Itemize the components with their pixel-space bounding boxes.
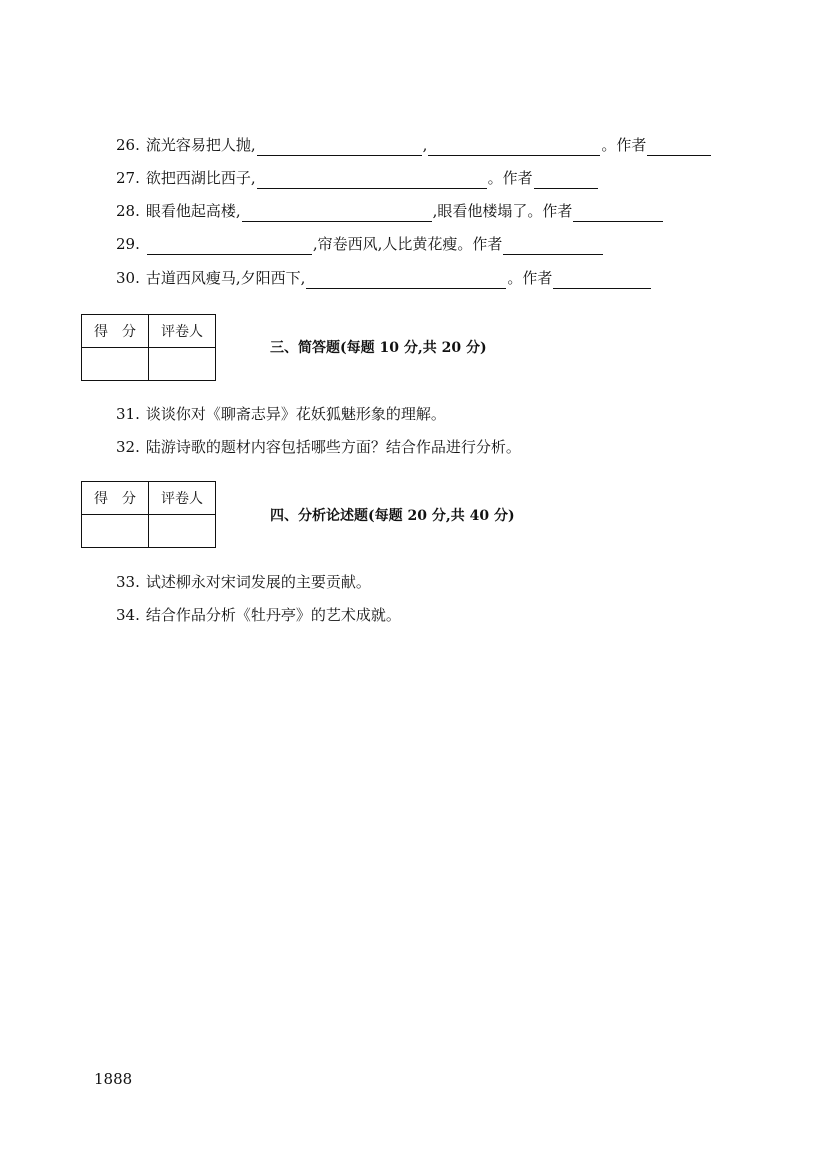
question-34: 34. 结合作品分析《牡丹亭》的艺术成就。 <box>116 606 401 624</box>
score-table <box>81 481 216 548</box>
author-blank[interactable] <box>553 272 651 289</box>
question-26: 26. 流光容易把人抛, , 。作者 <box>116 134 712 156</box>
page-number: 1888 <box>94 1070 133 1088</box>
grader-label: 评卷人 <box>149 482 216 515</box>
score-cell[interactable] <box>82 515 149 548</box>
answer-blank[interactable] <box>147 238 312 255</box>
author-blank[interactable] <box>534 172 598 189</box>
score-label: 得 分 <box>82 482 149 515</box>
section-title: 三、简答题(每题 10 分,共 20 分) <box>270 340 487 356</box>
answer-blank[interactable] <box>242 205 432 222</box>
grader-cell[interactable] <box>149 348 216 381</box>
answer-blank[interactable] <box>257 172 487 189</box>
question-27: 27. 欲把西湖比西子, 。作者 <box>116 167 599 189</box>
question-33: 33. 试述柳永对宋词发展的主要贡献。 <box>116 573 371 591</box>
answer-blank[interactable] <box>306 272 506 289</box>
question-31: 31. 谈谈你对《聊斋志异》花妖狐魅形象的理解。 <box>116 405 446 423</box>
author-blank[interactable] <box>503 238 603 255</box>
question-30: 30. 古道西风瘦马,夕阳西下, 。作者 <box>116 267 652 289</box>
score-cell[interactable] <box>82 348 149 381</box>
question-28: 28. 眼看他起高楼, ,眼看他楼塌了。作者 <box>116 200 664 222</box>
answer-blank[interactable] <box>257 139 422 156</box>
score-table <box>81 314 216 381</box>
answer-blank[interactable] <box>428 139 600 156</box>
grader-cell[interactable] <box>149 515 216 548</box>
grader-label: 评卷人 <box>149 315 216 348</box>
author-blank[interactable] <box>647 139 711 156</box>
question-32: 32. 陆游诗歌的题材内容包括哪些方面？结合作品进行分析。 <box>116 438 521 456</box>
question-29: 29. ,帘卷西风,人比黄花瘦。作者 <box>116 233 604 255</box>
score-label: 得 分 <box>82 315 149 348</box>
section-title: 四、分析论述题(每题 20 分,共 40 分) <box>270 508 515 524</box>
author-blank[interactable] <box>573 205 663 222</box>
